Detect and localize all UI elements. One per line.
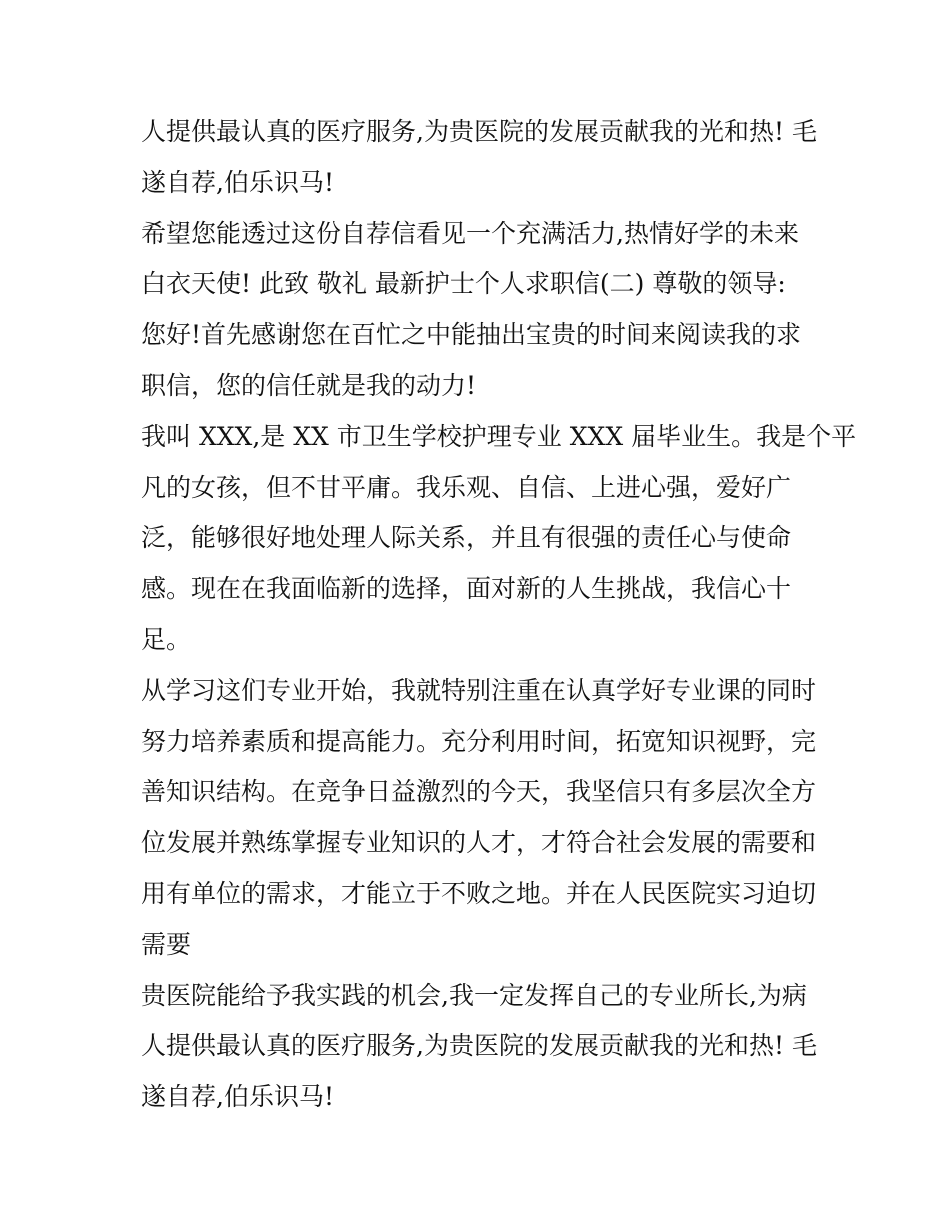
text-line: 希望您能透过这份自荐信看见一个充满活力,热情好学的未来	[141, 218, 799, 248]
text-line: 从学习这们专业开始，我就特别注重在认真学好专业课的同时	[141, 675, 817, 705]
text-line: 位发展并熟练掌握专业知识的人才，才符合社会发展的需要和	[141, 828, 817, 858]
text-line: 我叫 XXX,是 XX 市卫生学校护理专业 XXX 届毕业生。我是个平	[141, 421, 857, 451]
text-line: 泛，能够很好地处理人际关系，并且有很强的责任心与使命	[141, 523, 792, 553]
document-body	[141, 107, 857, 1123]
text-line: 白衣天使! 此致 敬礼 最新护士个人求职信(二) 尊敬的领导:	[141, 269, 786, 299]
text-line: 贵医院能给予我实践的机会,我一定发挥自己的专业所长,为病	[141, 980, 807, 1010]
text-line: 努力培养素质和提高能力。充分利用时间，拓宽知识视野，完	[141, 726, 817, 756]
text-line: 您好!首先感谢您在百忙之中能抽出宝贵的时间来阅读我的求	[141, 320, 802, 350]
text-line: 职信，您的信任就是我的动力!	[141, 370, 477, 400]
text-line: 用有单位的需求，才能立于不败之地。并在人民医院实习迫切	[141, 878, 817, 908]
text-line: 善知识结构。在竞争日益激烈的今天，我坚信只有多层次全方	[141, 777, 817, 807]
text-line: 足。	[141, 624, 192, 654]
text-line: 遂自荐,伯乐识马!	[141, 1082, 334, 1112]
text-line: 人提供最认真的医疗服务,为贵医院的发展贡献我的光和热! 毛	[141, 1031, 817, 1061]
text-line: 凡的女孩，但不甘平庸。我乐观、自信、上进心强，爱好广	[141, 472, 792, 502]
text-line: 遂自荐,伯乐识马!	[141, 167, 334, 197]
text-line: 感。现在在我面临新的选择，面对新的人生挑战，我信心十	[141, 574, 792, 604]
text-line: 人提供最认真的医疗服务,为贵医院的发展贡献我的光和热! 毛	[141, 117, 817, 146]
text-line: 需要	[141, 929, 192, 959]
